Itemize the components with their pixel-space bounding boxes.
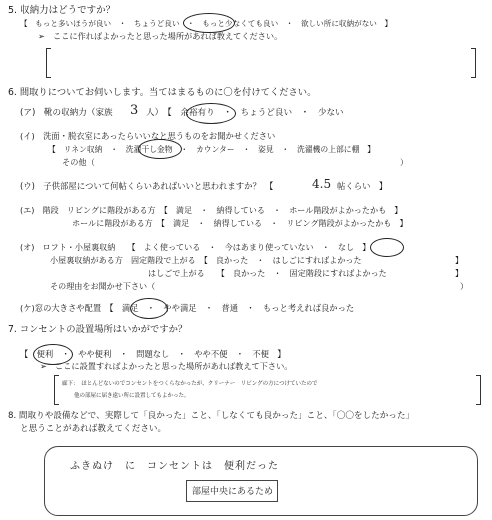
q6-o-bracket-r1: 】: [455, 255, 464, 265]
q6-o-answer-circle: [370, 238, 404, 257]
q5-answer-circle: [183, 13, 235, 33]
q7-answer-line-1: 廊下： ほとんどないのでコンセントをつくらなかったが、クリーナー リビングの方につけていたので: [62, 381, 318, 387]
q6-i-other: その他（: [62, 157, 95, 167]
q6-u-answer: 4.5: [312, 177, 332, 191]
q6-e-label: (エ) 階段 リビングに階段がある方 【 満足 ・ 納得している ・ ホール階段がよかったかも 】: [20, 205, 403, 215]
q6-o-reason-close: ）: [460, 281, 469, 291]
q8-answer-line-2: 部屋中央にあるため: [192, 487, 274, 497]
q5-answer-box-left: [46, 48, 51, 78]
q7-answer-box-left: [54, 375, 59, 405]
q6-a-answer-circle: [186, 103, 236, 124]
q7-answer-line-2: 他の部屋に届き遠い所に設置してもよかった。: [74, 393, 190, 399]
q6-u-label: (ウ) 子供部屋について何帖くらいあればいいと思われますか？ 【: [20, 181, 274, 191]
q6-a-label: (ア) 靴の収納力（家族: [20, 108, 113, 118]
q6-o-sub1: 小屋裏収納がある方 固定階段で上がる 【 良かった ・ はしごにすればよかった: [50, 255, 362, 265]
q6-i-options: 【 リネン収納 ・ 洗濯干し金物 ・ カウンター ・ 姿見 ・ 洗濯機の上部に棚 】: [48, 145, 375, 154]
q6-o-reason: その理由をお聞かせ下さい（: [50, 281, 156, 291]
q8-title: 8. 間取りや設備などで、実際して「良かった」こと、「しなくても良かった」こと、「〇〇をしたかった」: [8, 411, 415, 421]
q5-sub: ➢ ここに作ればよかったと思った場所があれば教えてください。: [38, 31, 283, 41]
q6-a-rest: 人） 【 余裕有り ・ ちょうど良い ・ 少ない: [146, 108, 344, 118]
q8-title-2: と思うことがあれば教えてください。: [20, 424, 167, 434]
q5-options: 【 もっと多いほうが良い ・ ちょうど良い ・ もっと少なくても良い ・ 欲しい所に収納がない 】: [20, 19, 393, 28]
q6-u-rest: 帖くらい 】: [337, 181, 388, 191]
q6-o-bracket-r2: 】: [455, 268, 464, 278]
q6-i-answer-circle: [138, 139, 182, 159]
q5-title: 5. 収納力はどうですか？: [8, 5, 116, 16]
q7-answer-box-right: [476, 375, 481, 405]
q6-o-label: (オ) ロフト・小屋裏収納 【 よく使っている ・ 今はあまり使っていない ・ なし 】: [20, 242, 371, 252]
q7-options: 【 便利 ・ やや便利 ・ 問題なし ・ やや不便 ・ 不便 】: [20, 349, 286, 359]
q6-e-sub: ホールに階段がある方 【 満足 ・ 納得している ・ リビング階段がよかったかも 】: [72, 218, 408, 228]
q6-i-other-close: ）: [400, 157, 409, 167]
q8-answer-line-1: ふきぬけ に コンセントは 便利だった: [70, 461, 279, 472]
q6-ke-answer-circle: [130, 298, 168, 319]
q6-a-family-count: 3: [130, 103, 139, 118]
q5-answer-box-right: [471, 48, 476, 78]
q6-title: 6. 間取りについてお伺いします。当てはまるものに〇を付けてください。: [8, 87, 317, 98]
q7-sub: ➢ ここに設置すればよかったと思った場所があれば教えて下さい。: [40, 361, 293, 371]
q6-ke-label: (ケ)窓の大きさや配置 【 満足 ・ やや満足 ・ 普通 ・ もっと考えれば良かった: [20, 303, 355, 313]
q6-i-label: (イ) 洗面・脱衣室にあったらいいなと思うものをお聞かせください: [20, 131, 276, 141]
q6-o-sub2: はしごで上がる 【 良かった ・ 固定階段にすればよかった: [148, 268, 387, 278]
q7-title: 7. コンセントの設置場所はいかがですか？: [8, 324, 188, 335]
